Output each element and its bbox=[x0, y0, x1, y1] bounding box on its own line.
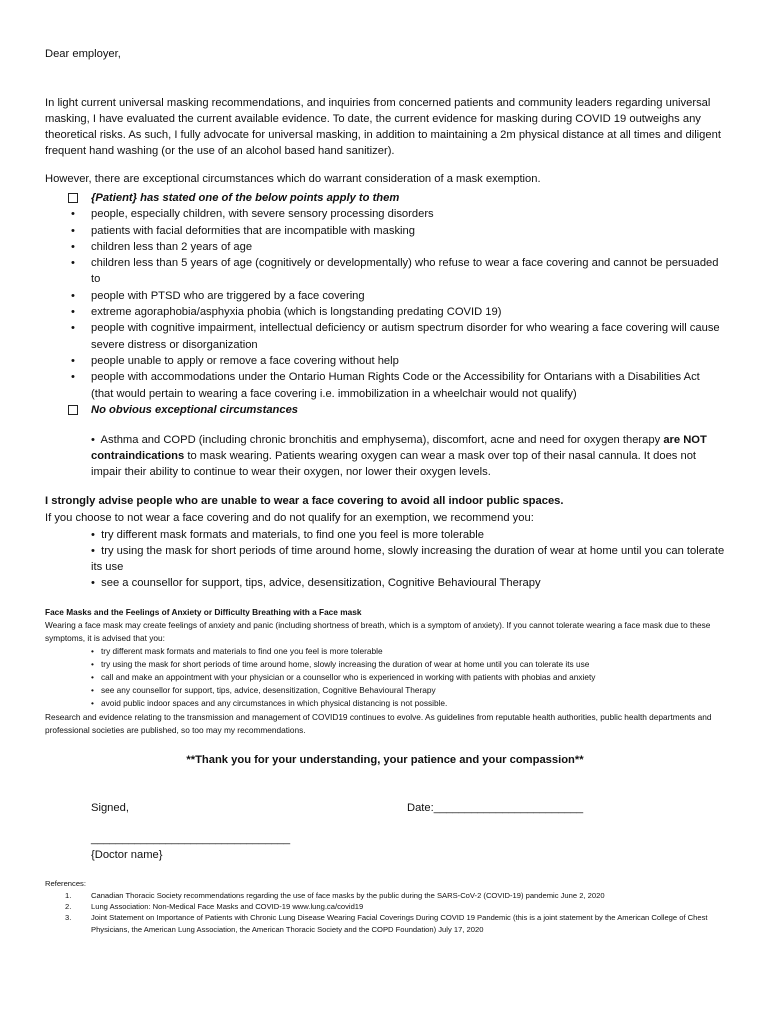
anxiety-title: Face Masks and the Feelings of Anxiety or Difficulty Breathing with a Face mask bbox=[45, 607, 362, 617]
copd-rest: to mask wearing. Patients wearing oxygen can wear a mask over top of their nasal cannula. It does not impair their ability to continue to wear their oxygen, nor lower their oxygen levels. bbox=[91, 450, 697, 478]
list-item: • patients with facial deformities that are incompatible with masking bbox=[45, 223, 725, 239]
bullet-icon: • bbox=[71, 208, 75, 221]
bullet-icon: • bbox=[71, 354, 75, 367]
signature-line[interactable]: ________________________________ bbox=[91, 833, 291, 845]
option-yes-label: {Patient} has stated one of the below points apply to them bbox=[91, 192, 400, 204]
bullet-icon: • bbox=[91, 672, 94, 682]
bullet-icon: • bbox=[91, 434, 95, 446]
exemption-options bbox=[45, 190, 725, 418]
option-yes[interactable] bbox=[45, 190, 725, 206]
reference-item: 1. Canadian Thoracic Society recommendations regarding the use of face masks by the public during the SARS-CoV-2 (COVID-19) pandemic June 2, 2020 bbox=[65, 891, 605, 900]
bullet-icon: • bbox=[91, 646, 94, 656]
bullet-icon: • bbox=[71, 257, 75, 270]
list-item: • people with accommodations under the Ontario Human Rights Code or the Accessibility for Ontarians with a Disabilities Act (that would pertain to wearing a face covering i.e. immobilization in a wheelchair would not qualify) bbox=[45, 369, 725, 402]
recommendation-list bbox=[45, 527, 725, 591]
reference-item: 2. Lung Association: Non-Medical Face Masks and COVID-19 www.lung.ca/covid19 bbox=[65, 902, 364, 912]
list-item: • try different mask formats and materials to find one you feel is more tolerable bbox=[91, 646, 383, 656]
bullet-icon: • bbox=[91, 577, 95, 589]
anxiety-list bbox=[45, 645, 725, 710]
option-no-label: No obvious exceptional circumstances bbox=[91, 403, 299, 416]
copd-paragraph bbox=[45, 432, 725, 480]
bullet-icon: • bbox=[71, 306, 75, 319]
bullet-icon: • bbox=[91, 685, 94, 695]
list-item: • people with cognitive impairment, intellectual deficiency or autism spectrum disorder for who wearing a face covering will cause severe distress or disorganization bbox=[45, 320, 725, 353]
copd-lead: Asthma and COPD (including chronic bronchitis and emphysema), discomfort, acne and need for oxygen therapy bbox=[100, 434, 664, 446]
bullet-icon: • bbox=[91, 698, 94, 708]
doctor-name: {Doctor name} bbox=[91, 849, 163, 861]
list-item: • people unable to apply or remove a face covering without help bbox=[45, 353, 725, 369]
intro-paragraph: In light current universal masking recommendations, and inquiries from concerned patients and community leaders regarding universal masking, I have evaluated the current available evidence. To date, the current evidence for masking during COVID 19 outweighs any theoretical risks. As such, I fully advocate for universal masking, in addition to maintaining a 2m physical distance at all times and diligent frequent hand washing (or the use of an alcohol based hand sanitizer). bbox=[45, 97, 721, 157]
bullet-icon: • bbox=[91, 529, 95, 541]
anxiety-intro: Wearing a face mask may create feelings of anxiety and panic (including shortness of breath, which is a symptom of anxiety). If you cannot tolerate wearing a face mask due to these symptoms, it is advised that you: bbox=[45, 620, 711, 643]
thank-you-line: **Thank you for your understanding, your patience and your compassion** bbox=[186, 754, 584, 766]
strong-advice: I strongly advise people who are unable to wear a face covering to avoid all indoor public spaces. bbox=[45, 495, 564, 507]
option-no[interactable] bbox=[45, 402, 725, 418]
list-item: • people, especially children, with severe sensory processing disorders bbox=[45, 206, 725, 222]
research-paragraph: Research and evidence relating to the transmission and management of COVID19 continues to evolve. As guidelines from reputable health authorities, public health departments and professional societies are published, so too may my recommendations. bbox=[45, 712, 712, 735]
exceptions-lead: However, there are exceptional circumstances which do warrant consideration of a mask exemption. bbox=[45, 173, 541, 185]
references-list bbox=[45, 890, 725, 935]
list-item: • avoid public indoor spaces and any circumstances in which physical distancing is not possible. bbox=[91, 698, 448, 708]
list-item: • people with PTSD who are triggered by a face covering bbox=[45, 288, 725, 304]
bullet-icon: • bbox=[91, 545, 95, 557]
salutation: Dear employer, bbox=[45, 48, 121, 60]
bullet-icon: • bbox=[71, 289, 75, 302]
signed-label: Signed, bbox=[91, 802, 129, 814]
list-item: • try using the mask for short periods of time around home, slowly increasing the duration of wear at home until you can tolerate its use bbox=[91, 545, 725, 573]
list-item: • children less than 2 years of age bbox=[45, 239, 725, 255]
list-item: • children less than 5 years of age (cognitively or developmentally) who refuse to wear a face covering and cannot be persuaded to bbox=[45, 255, 725, 288]
if-choose-text: If you choose to not wear a face covering and do not qualify for an exemption, we recommend you: bbox=[45, 512, 534, 524]
checkbox-icon[interactable] bbox=[67, 402, 79, 420]
list-item: • see a counsellor for support, tips, advice, desensitization, Cognitive Behavioural Therapy bbox=[91, 577, 541, 589]
reference-item: 3. Joint Statement on Importance of Patients with Chronic Lung Disease Wearing Facial Coverings During COVID 19 Pandemic (this is a joint statement by the American College of Chest Physicians, the American Lung Association, the American Thoracic Society and the COPD Foundation) July 17, 2020 bbox=[65, 913, 708, 934]
references-title: References: bbox=[45, 879, 86, 888]
bullet-icon: • bbox=[71, 240, 75, 253]
copd-bold: are NOT contraindications bbox=[91, 434, 707, 462]
list-item: • try different mask formats and materials, to find one you feel is more tolerable bbox=[91, 529, 484, 541]
bullet-icon: • bbox=[71, 224, 75, 237]
bullet-icon: • bbox=[91, 659, 94, 669]
date-field[interactable]: Date:________________________ bbox=[407, 802, 584, 814]
list-item: • try using the mask for short periods of time around home, slowly increasing the duration of wear at home until you can tolerate its use bbox=[91, 659, 590, 669]
list-item: • call and make an appointment with your physician or a counsellor who is experienced in working with patients with phobias and anxiety bbox=[91, 672, 596, 682]
bullet-icon: • bbox=[71, 322, 75, 335]
list-item: • extreme agoraphobia/asphyxia phobia (which is longstanding predating COVID 19) bbox=[45, 304, 725, 320]
bullet-icon: • bbox=[71, 371, 75, 384]
list-item: • see any counsellor for support, tips, advice, desensitization, Cognitive Behavioural Therapy bbox=[91, 685, 436, 695]
